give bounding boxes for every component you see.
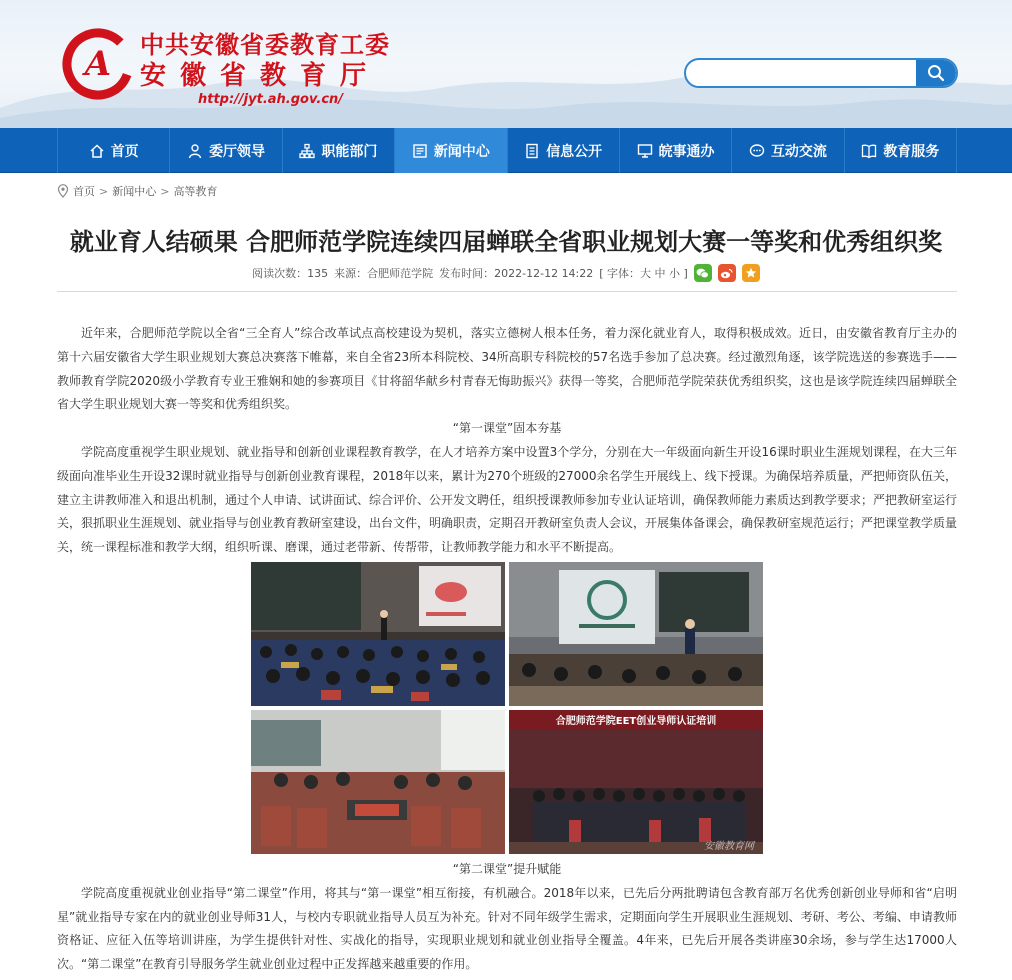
paragraph-2: 学院高度重视学生职业规划、就业指导和创新创业课程教育教学，在人才培养方案中设置3个学分，分别在大一年级面向新生开设16课时职业生涯规划课程，在大三年级面向准毕业生开设32课时就业指导与创新创业教育课程，2018年以来，累计为270个班级的27000余名学生开展线上、线下授课。为确保培养质量，严把师资队伍关，建立主讲教师准入和退出机制，通过个人申请、试讲面试、综合评价、公开发文聘任，组织授课教师参加专业认证培训，确保教师能力素质达到教学要求；严把教研室运行关，狠抓职业生涯规划、就业指导与创业教育教研室建设，出台文件，明确职责，定期召开教研室负责人会议，开展集体备课会，确保教研室规范运行；严把课堂教学质量关，统一课程标准和教学大纲，组织听课、磨课，通过老带新、传帮带，让教师教学能力和水平不断提高。: [57, 444, 958, 555]
search-input[interactable]: [686, 60, 916, 86]
paragraph-1: 近年来，合肥师范学院以全省“三全育人”综合改革试点高校建设为契机，落实立德树人根本任务，着力深化就业育人，取得积极成效。近日，由安徽省教育厅主办的第十六届安徽省大学生职业规划大赛总决赛落下帷幕，来自全省23所本科院校、34所高职专科院校的57名选手参加了总决赛。经过激烈角逐，该学院选送的参赛选手——教师教育学院2020级小学教育专业王雅娴和她的参赛项目《甘将韶华献乡村青春无悔助振兴》获得一等奖，合肥师范学院荣获优秀组织奖，这也是该学院连续四届蝉联全省大学生职业规划大赛一等奖和优秀组织奖。: [57, 326, 957, 412]
site-name-line2: 安徽省教育厅: [140, 61, 381, 91]
view-count: 阅读次数：135: [252, 267, 329, 280]
nav-item-label: 首页: [110, 143, 139, 160]
favorite-button[interactable]: [742, 264, 760, 282]
share-wechat-button[interactable]: [694, 264, 712, 282]
site-url[interactable]: http://jyt.ah.gov.cn/: [198, 92, 344, 107]
share-weibo-button[interactable]: [718, 264, 736, 282]
leaders-icon: [187, 143, 203, 159]
nav-item-news[interactable]: [394, 128, 506, 173]
site-name: [140, 30, 390, 92]
news-icon: [412, 143, 428, 159]
photo-classroom-lecture: [251, 562, 505, 706]
nav-item-label: 教育服务: [883, 143, 940, 160]
photo-classroom-presentation: [509, 562, 763, 706]
site-name-line1: 中共安徽省委教育工委: [140, 31, 390, 59]
nav-item-label: 互动交流: [770, 143, 827, 160]
site-header: [0, 0, 1012, 128]
nav-item-label: 信息公开: [546, 143, 603, 160]
section-heading-1: “第一课堂”固本夯基: [452, 421, 562, 436]
home-icon: [89, 143, 105, 159]
star-icon: [745, 267, 757, 279]
photo-group-training: [509, 710, 763, 854]
breadcrumb-separator: >: [160, 184, 170, 198]
document-list-icon: [524, 143, 540, 159]
nav-item-info-disclosure[interactable]: [507, 128, 619, 173]
logo-icon[interactable]: [62, 28, 134, 100]
location-pin-icon: [57, 184, 69, 198]
photo-collage: [251, 562, 763, 854]
nav-item-wanshitong[interactable]: [619, 128, 731, 173]
section-heading-2: “第二课堂”提升赋能: [452, 861, 562, 876]
search-icon: [927, 64, 945, 82]
search-box: [684, 58, 958, 88]
font-size-switch[interactable]: [ 字体：大 中 小 ]: [599, 267, 688, 280]
paragraph-3: 学院高度重视就业创业指导“第二课堂”作用，将其与“第一课堂”相互衔接，有机融合。2018年以来，已先后分两批聘请包含教育部万名优秀创新创业导师和省“启明星”就业指导专家在内的就业创业导师31人，与校内专职就业指导人员互为补充。针对不同年级学生需求，定期面向学生开展职业生涯规划、考研、考公、考编、申请教师资格证、应征入伍等培训讲座，为学生提供针对性、实战化的指导，实现职业规划和就业创业指导全覆盖。4年来，已先后开展各类讲座30余场，参与学生达17000人次。“第二课堂”在教育引导服务学生就业创业过程中正发挥越来越重要的作用。: [57, 885, 957, 972]
photo-meeting-room: [251, 710, 505, 854]
breadcrumb-higher-edu[interactable]: 高等教育: [173, 185, 218, 198]
article-body: [57, 322, 957, 977]
search-button[interactable]: [916, 58, 956, 88]
breadcrumb-news[interactable]: 新闻中心: [112, 185, 157, 198]
breadcrumb: [57, 183, 217, 199]
nav-item-label: 职能部门: [321, 143, 378, 160]
article-title: 就业育人结硕果 合肥师范学院连续四届蝉联全省职业规划大赛一等奖和优秀组织奖: [69, 228, 943, 256]
chat-icon: [749, 143, 765, 159]
nav-item-label: 新闻中心: [433, 143, 490, 160]
nav-item-edu-services[interactable]: [844, 128, 957, 173]
publish-time: 发布时间：2022-12-12 14:22: [439, 267, 594, 280]
nav-item-leaders[interactable]: [169, 128, 281, 173]
breadcrumb-home[interactable]: 首页: [73, 185, 95, 198]
weibo-icon: [720, 268, 733, 279]
main-nav: [0, 128, 1012, 173]
article-source: 来源：合肥师范学院: [334, 267, 434, 280]
monitor-icon: [637, 143, 653, 159]
wechat-icon: [696, 268, 709, 279]
photo-banner-text: 合肥师范学院EET创业导师认证培训: [555, 715, 717, 727]
breadcrumb-separator: >: [99, 184, 109, 198]
svg-text:A: A: [84, 44, 112, 84]
book-icon: [861, 143, 877, 159]
nav-item-home[interactable]: [57, 128, 169, 173]
article-meta: [0, 264, 1012, 282]
nav-item-interaction[interactable]: [731, 128, 843, 173]
org-chart-icon: [299, 143, 315, 159]
nav-item-label: 委厅领导: [209, 143, 266, 160]
photo-watermark: 安徽教育网: [704, 840, 754, 852]
nav-item-label: 皖事通办: [658, 143, 715, 160]
title-divider: [57, 291, 957, 292]
nav-item-departments[interactable]: [282, 128, 394, 173]
